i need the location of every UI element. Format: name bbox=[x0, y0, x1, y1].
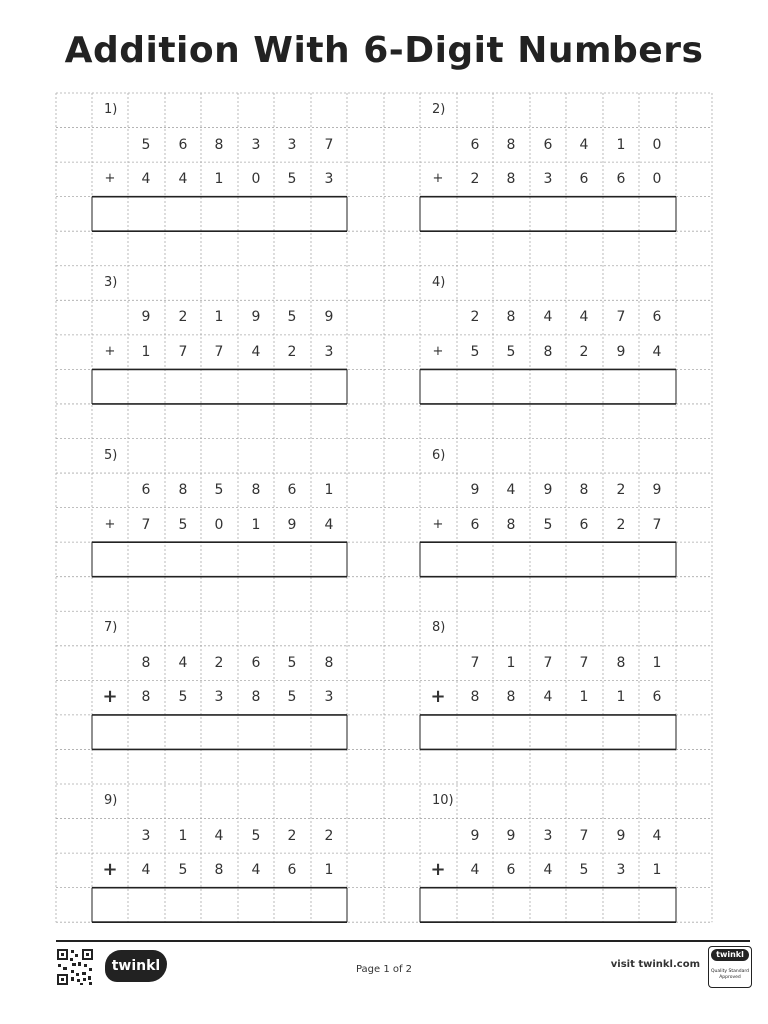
plus-sign: + bbox=[104, 171, 116, 187]
addend-digit: 1 bbox=[214, 171, 224, 188]
plus-sign: + bbox=[432, 516, 444, 532]
addend-digit: 5 bbox=[543, 516, 553, 533]
plus-sign: + bbox=[430, 859, 446, 881]
twinkl-logo: twinkl bbox=[105, 950, 167, 982]
addend-digit: 7 bbox=[141, 516, 151, 533]
badge-caption: Quality Standard Approved bbox=[711, 969, 749, 980]
addend-digit: 5 bbox=[178, 862, 188, 879]
addend-digit: 9 bbox=[287, 516, 297, 533]
quality-standard-badge bbox=[708, 946, 752, 988]
addend-digit: 1 bbox=[616, 689, 626, 706]
problem-number: 7) bbox=[104, 620, 118, 636]
addend-digit: 9 bbox=[506, 827, 516, 844]
addend-digit: 4 bbox=[141, 862, 151, 879]
page-title: Addition With 6-Digit Numbers bbox=[64, 30, 704, 71]
badge-brand: twinkl bbox=[711, 949, 749, 961]
addend-digit: 5 bbox=[579, 862, 589, 879]
problem-number: 5) bbox=[104, 447, 118, 463]
addend-digit: 2 bbox=[470, 309, 480, 326]
addend-digit: 2 bbox=[470, 171, 480, 188]
addend-digit: 8 bbox=[251, 482, 261, 499]
addend-digit: 9 bbox=[616, 343, 626, 360]
addend-digit: 8 bbox=[141, 654, 151, 671]
addend-digit: 2 bbox=[616, 482, 626, 499]
page-number: Page 1 of 2 bbox=[355, 964, 413, 975]
addend-digit: 6 bbox=[543, 136, 553, 153]
addend-digit: 5 bbox=[287, 309, 297, 326]
addend-digit: 4 bbox=[178, 171, 188, 188]
plus-sign: + bbox=[432, 343, 444, 359]
addend-digit: 7 bbox=[543, 654, 553, 671]
addend-digit: 8 bbox=[324, 654, 334, 671]
addend-digit: 9 bbox=[543, 482, 553, 499]
addend-digit: 8 bbox=[470, 689, 480, 706]
addend-digit: 4 bbox=[324, 516, 334, 533]
addend-digit: 1 bbox=[141, 343, 151, 360]
addend-digit: 8 bbox=[616, 654, 626, 671]
problem-number: 6) bbox=[432, 447, 446, 463]
addend-digit: 8 bbox=[214, 136, 224, 153]
addend-digit: 4 bbox=[543, 309, 553, 326]
addend-digit: 5 bbox=[141, 136, 151, 153]
addend-digit: 9 bbox=[470, 827, 480, 844]
plus-sign: + bbox=[432, 171, 444, 187]
problem-number: 4) bbox=[432, 274, 446, 290]
addend-digit: 1 bbox=[251, 516, 261, 533]
addend-digit: 7 bbox=[324, 136, 334, 153]
addend-digit: 9 bbox=[251, 309, 261, 326]
addend-digit: 3 bbox=[324, 689, 334, 706]
addend-digit: 3 bbox=[543, 827, 553, 844]
addend-digit: 6 bbox=[251, 654, 261, 671]
addend-digit: 9 bbox=[470, 482, 480, 499]
addend-digit: 1 bbox=[506, 654, 516, 671]
addend-digit: 5 bbox=[251, 827, 261, 844]
addend-digit: 2 bbox=[579, 343, 589, 360]
addend-digit: 8 bbox=[506, 171, 516, 188]
addend-digit: 2 bbox=[214, 654, 224, 671]
plus-sign: + bbox=[102, 859, 118, 881]
addend-digit: 4 bbox=[506, 482, 516, 499]
addend-digit: 9 bbox=[141, 309, 151, 326]
addend-digit: 4 bbox=[251, 862, 261, 879]
addend-digit: 5 bbox=[287, 171, 297, 188]
addend-digit: 3 bbox=[287, 136, 297, 153]
addend-digit: 7 bbox=[470, 654, 480, 671]
problem-number: 10) bbox=[432, 793, 454, 808]
addend-digit: 2 bbox=[287, 827, 297, 844]
addend-digit: 4 bbox=[251, 343, 261, 360]
addend-digit: 6 bbox=[470, 516, 480, 533]
qr-code-icon bbox=[56, 948, 94, 986]
addend-digit: 5 bbox=[506, 343, 516, 360]
addend-digit: 6 bbox=[287, 482, 297, 499]
addend-digit: 8 bbox=[543, 343, 553, 360]
addend-digit: 4 bbox=[141, 171, 151, 188]
addend-digit: 9 bbox=[616, 827, 626, 844]
addend-digit: 2 bbox=[287, 343, 297, 360]
addend-digit: 7 bbox=[178, 343, 188, 360]
addend-digit: 1 bbox=[652, 862, 662, 879]
addend-digit: 6 bbox=[178, 136, 188, 153]
addend-digit: 7 bbox=[214, 343, 224, 360]
addend-digit: 4 bbox=[579, 309, 589, 326]
addend-digit: 5 bbox=[178, 689, 188, 706]
addend-digit: 9 bbox=[652, 482, 662, 499]
problem-number: 9) bbox=[104, 793, 118, 808]
addend-digit: 0 bbox=[652, 136, 662, 153]
addend-digit: 0 bbox=[214, 516, 224, 533]
visit-link-text: visit twinkl.com bbox=[610, 959, 700, 970]
addend-digit: 8 bbox=[506, 136, 516, 153]
addend-digit: 6 bbox=[470, 136, 480, 153]
addend-digit: 3 bbox=[616, 862, 626, 879]
addend-digit: 1 bbox=[178, 827, 188, 844]
addend-digit: 9 bbox=[324, 309, 334, 326]
addend-digit: 4 bbox=[543, 862, 553, 879]
plus-sign: + bbox=[430, 686, 446, 708]
addend-digit: 6 bbox=[652, 689, 662, 706]
addend-digit: 4 bbox=[652, 343, 662, 360]
addend-digit: 6 bbox=[616, 171, 626, 188]
addend-digit: 1 bbox=[324, 862, 334, 879]
addend-digit: 7 bbox=[652, 516, 662, 533]
addend-digit: 5 bbox=[287, 654, 297, 671]
addend-digit: 2 bbox=[324, 827, 334, 844]
addend-digit: 3 bbox=[214, 689, 224, 706]
addend-digit: 8 bbox=[506, 689, 516, 706]
plus-sign: + bbox=[104, 516, 116, 532]
addend-digit: 1 bbox=[616, 136, 626, 153]
addend-digit: 0 bbox=[251, 171, 261, 188]
addend-digit: 2 bbox=[616, 516, 626, 533]
addend-digit: 5 bbox=[178, 516, 188, 533]
addend-digit: 1 bbox=[652, 654, 662, 671]
addend-digit: 4 bbox=[543, 689, 553, 706]
addend-digit: 3 bbox=[324, 171, 334, 188]
addend-digit: 4 bbox=[178, 654, 188, 671]
addend-digit: 1 bbox=[214, 309, 224, 326]
addend-digit: 5 bbox=[287, 689, 297, 706]
addend-digit: 5 bbox=[470, 343, 480, 360]
problem-number: 3) bbox=[104, 274, 118, 290]
addend-digit: 8 bbox=[141, 689, 151, 706]
addend-digit: 6 bbox=[141, 482, 151, 499]
footer-divider bbox=[56, 940, 750, 942]
addend-digit: 8 bbox=[251, 689, 261, 706]
addend-digit: 7 bbox=[579, 654, 589, 671]
addend-digit: 6 bbox=[287, 862, 297, 879]
addend-digit: 7 bbox=[579, 827, 589, 844]
addend-digit: 4 bbox=[579, 136, 589, 153]
addend-digit: 8 bbox=[178, 482, 188, 499]
addend-digit: 7 bbox=[616, 309, 626, 326]
addend-digit: 5 bbox=[214, 482, 224, 499]
addend-digit: 0 bbox=[652, 171, 662, 188]
addend-digit: 6 bbox=[579, 516, 589, 533]
problem-number: 8) bbox=[432, 620, 446, 636]
addend-digit: 8 bbox=[579, 482, 589, 499]
problem-number: 2) bbox=[432, 102, 446, 117]
addend-digit: 6 bbox=[506, 862, 516, 879]
addend-digit: 3 bbox=[141, 827, 151, 844]
addend-digit: 4 bbox=[214, 827, 224, 844]
plus-sign: + bbox=[104, 343, 116, 359]
addend-digit: 3 bbox=[543, 171, 553, 188]
addend-digit: 1 bbox=[324, 482, 334, 499]
addend-digit: 1 bbox=[579, 689, 589, 706]
addend-digit: 4 bbox=[652, 827, 662, 844]
addend-digit: 6 bbox=[579, 171, 589, 188]
addend-digit: 6 bbox=[652, 309, 662, 326]
addend-digit: 3 bbox=[251, 136, 261, 153]
addend-digit: 4 bbox=[470, 862, 480, 879]
addend-digit: 8 bbox=[214, 862, 224, 879]
addend-digit: 2 bbox=[178, 309, 188, 326]
addend-digit: 8 bbox=[506, 309, 516, 326]
plus-sign: + bbox=[102, 686, 118, 708]
addend-digit: 8 bbox=[506, 516, 516, 533]
addend-digit: 3 bbox=[324, 343, 334, 360]
problem-number: 1) bbox=[104, 102, 118, 117]
